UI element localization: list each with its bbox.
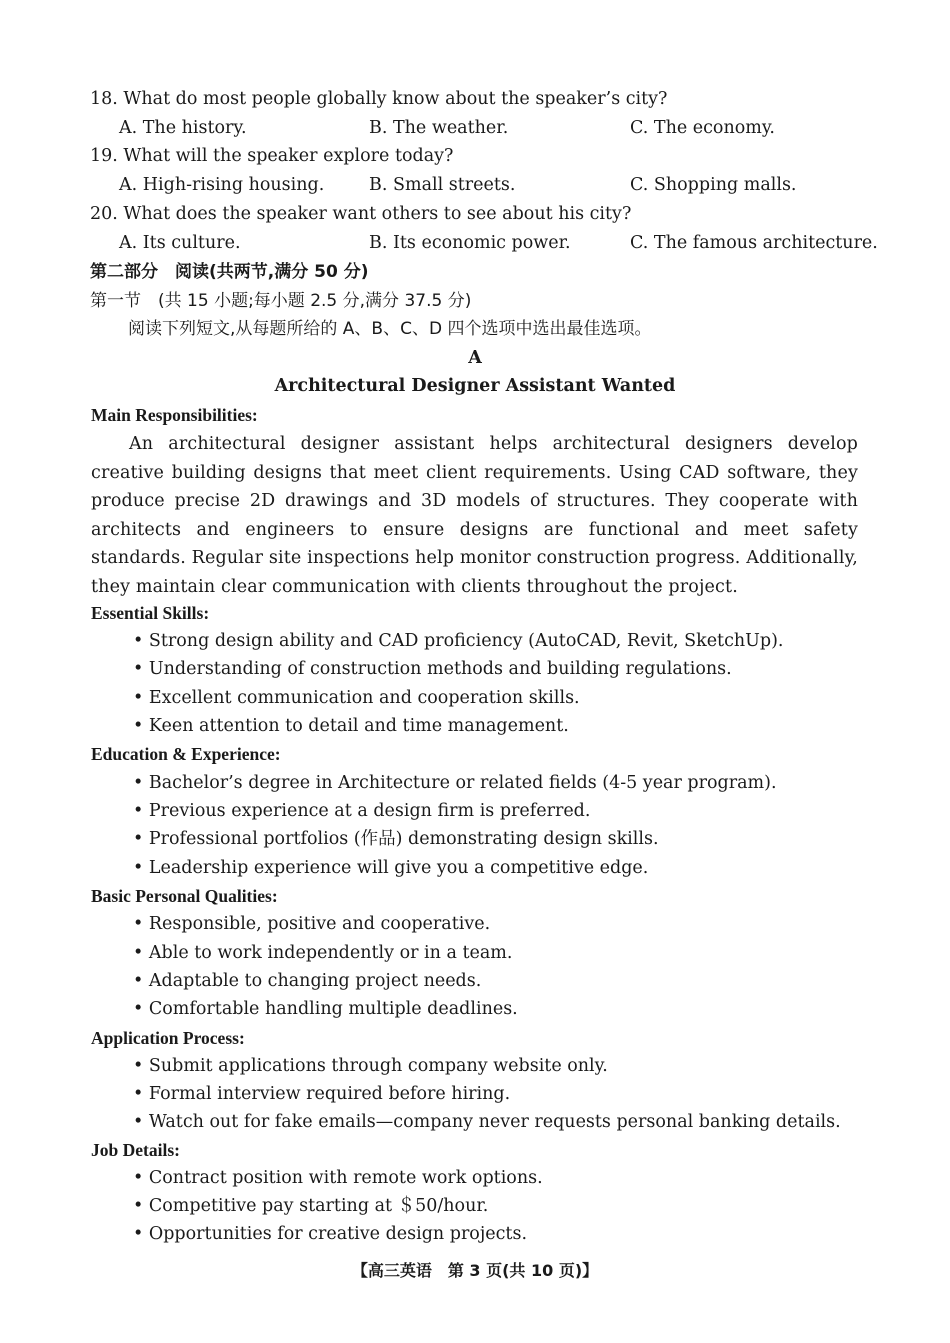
question-20-option-c: C. The famous architecture.	[630, 233, 878, 253]
skills-item: • Understanding of construction methods and building regulations.	[133, 659, 732, 679]
qualities-heading: Basic Personal Qualities:	[91, 886, 278, 906]
qualities-item: • Adaptable to changing project needs.	[133, 971, 482, 991]
job-details-item: • Opportunities for creative design projects.	[133, 1224, 528, 1244]
job-details-heading: Job Details:	[91, 1140, 180, 1160]
question-18-option-a: A. The history.	[119, 118, 247, 138]
responsibilities-paragraph: An architectural designer assistant helps architectural designers develop creative building designs that meet client requirements. Using CAD software, they produce precise 2D drawings and 3D models of structures. They cooperate with architects and engineers to ensure designs are functional and meet safety standards. Regular site inspections help monitor construction progress. Additionally, they maintain clear communication with clients throughout the project.	[91, 434, 858, 597]
education-item: • Bachelor’s degree in Architecture or related fields (4-5 year program).	[133, 773, 777, 793]
application-item: • Submit applications through company website only.	[133, 1056, 608, 1076]
reading-instruction: 阅读下列短文,从每题所给的 A、B、C、D 四个选项中选出最佳选项。	[128, 319, 652, 339]
passage-label: A	[468, 348, 482, 368]
question-19-stem: 19. What will the speaker explore today?	[90, 146, 454, 166]
qualities-item: • Comfortable handling multiple deadlines.	[133, 999, 518, 1019]
question-19-option-a: A. High-rising housing.	[119, 175, 325, 195]
question-20-option-b: B. Its economic power.	[369, 233, 571, 253]
question-18-option-c: C. The economy.	[630, 118, 775, 138]
question-18-stem: 18. What do most people globally know about the speaker’s city?	[90, 89, 668, 109]
question-20-option-a: A. Its culture.	[119, 233, 241, 253]
education-heading: Education & Experience:	[91, 744, 281, 764]
question-19-option-c: C. Shopping malls.	[630, 175, 797, 195]
application-heading: Application Process:	[91, 1028, 245, 1048]
page-footer: 【高三英语 第 3 页(共 10 页)】	[351, 1261, 599, 1280]
question-20-stem: 20. What does the speaker want others to see about his city?	[90, 204, 632, 224]
skills-item: • Excellent communication and cooperation skills.	[133, 688, 580, 708]
question-18-option-b: B. The weather.	[369, 118, 509, 138]
skills-item: • Keen attention to detail and time management.	[133, 716, 569, 736]
education-item: • Professional portfolios (作品) demonstrating design skills.	[133, 829, 659, 849]
qualities-item: • Responsible, positive and cooperative.	[133, 914, 491, 934]
job-details-item: • Contract position with remote work options.	[133, 1168, 543, 1188]
application-item: • Watch out for fake emails—company never requests personal banking details.	[133, 1112, 841, 1132]
qualities-item: • Able to work independently or in a team.	[133, 943, 513, 963]
part-two-title: 第二部分 阅读(共两节,满分 50 分)	[90, 262, 369, 282]
skills-item: • Strong design ability and CAD proficiency (AutoCAD, Revit, SketchUp).	[133, 631, 784, 651]
application-item: • Formal interview required before hiring.	[133, 1084, 511, 1104]
job-details-item: • Competitive pay starting at ＄50/hour.	[133, 1196, 489, 1216]
skills-heading: Essential Skills:	[91, 603, 210, 623]
responsibilities-heading: Main Responsibilities:	[91, 405, 258, 425]
education-item: • Leadership experience will give you a competitive edge.	[133, 858, 649, 878]
passage-title: Architectural Designer Assistant Wanted	[274, 376, 676, 396]
section-one-title: 第一节 (共 15 小题;每小题 2.5 分,满分 37.5 分)	[90, 291, 472, 311]
education-item: • Previous experience at a design firm is preferred.	[133, 801, 591, 821]
question-19-option-b: B. Small streets.	[369, 175, 516, 195]
